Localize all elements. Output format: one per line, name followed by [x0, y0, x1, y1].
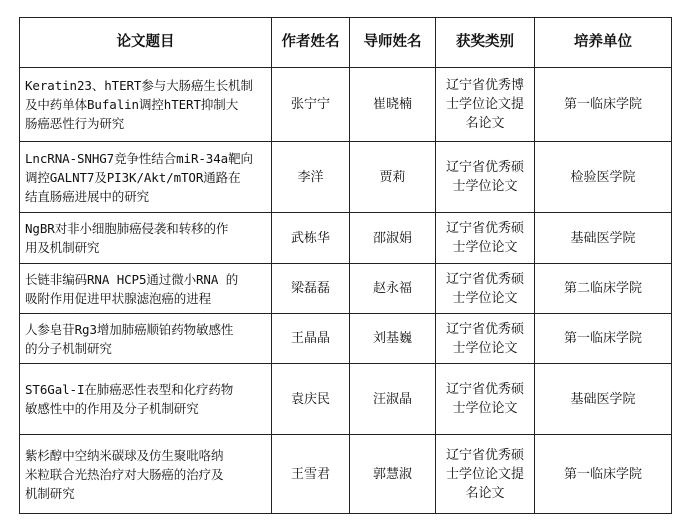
thesis-title-line: 及中药单体Bufalin调控hTERT抑制大	[25, 97, 239, 112]
author-cell: 王雪君	[272, 435, 350, 514]
award-line: 士学位论文	[452, 340, 518, 356]
thesis-title-line: ST6Gal-I在肺癌恶性表型和化疗药物	[25, 382, 234, 397]
advisor-cell: 刘基巍	[350, 314, 436, 364]
author-cell: 王晶晶	[272, 314, 350, 364]
thesis-title-line: NgBR对非小细胞肺癌侵袭和转移的作	[25, 221, 229, 236]
thesis-title-cell	[20, 364, 272, 435]
unit-cell: 基础医学院	[535, 364, 672, 435]
thesis-title-line: 吸附作用促进甲状腺滤泡癌的进程	[25, 290, 212, 306]
award-line: 士学位论文	[452, 179, 518, 194]
award-line: 士学位论文	[452, 240, 518, 255]
thesis-title-line: 用及机制研究	[25, 240, 100, 255]
award-line: 辽宁省优秀硕	[445, 382, 524, 397]
header-advisor: 导师姓名	[350, 18, 436, 68]
author-cell: 张宁宁	[272, 68, 350, 142]
thesis-title-cell	[20, 264, 272, 314]
award-line: 辽宁省优秀硕	[445, 271, 524, 287]
thesis-title-line: 人参皂苷Rg3增加肺癌顺铂药物敏感性	[25, 321, 234, 337]
thesis-title-line: 结直肠癌进展中的研究	[25, 188, 150, 204]
award-line: 士学位论文提	[445, 466, 524, 482]
header-title: 论文题目	[20, 18, 272, 68]
author-cell: 李洋	[272, 142, 350, 213]
thesis-title-line: 敏感性中的作用及分子机制研究	[25, 401, 199, 416]
thesis-title-cell	[20, 68, 272, 142]
award-line: 辽宁省优秀硕	[445, 447, 524, 463]
award-cell	[436, 213, 535, 264]
advisor-cell: 邵淑娟	[350, 213, 436, 264]
unit-cell: 第一临床学院	[535, 435, 672, 514]
table-row	[20, 68, 672, 142]
thesis-title-line: Keratin23、hTERT参与大肠癌生长机制	[25, 78, 253, 93]
table-row	[20, 264, 672, 314]
table-row	[20, 213, 672, 264]
award-line: 士学位论文	[452, 401, 518, 416]
author-cell: 袁庆民	[272, 364, 350, 435]
header-author: 作者姓名	[272, 18, 350, 68]
awards-table	[19, 17, 672, 514]
unit-cell: 第一临床学院	[535, 68, 672, 142]
award-line: 名论文	[465, 485, 505, 501]
thesis-title-line: 机制研究	[25, 485, 75, 501]
header-unit: 培养单位	[535, 18, 672, 68]
table-header-row	[20, 18, 672, 68]
thesis-title-cell	[20, 142, 272, 213]
thesis-title-line: 的分子机制研究	[25, 340, 112, 356]
advisor-cell: 贾莉	[350, 142, 436, 213]
unit-cell: 基础医学院	[535, 213, 672, 264]
award-cell	[436, 68, 535, 142]
thesis-title-line: 调控GALNT7及PI3K/Akt/mTOR通路在	[25, 169, 241, 185]
thesis-title-cell	[20, 314, 272, 364]
table-row	[20, 435, 672, 514]
award-cell	[436, 264, 535, 314]
table-body	[20, 68, 672, 514]
unit-cell: 检验医学院	[535, 142, 672, 213]
award-line: 士学位论文	[452, 290, 518, 306]
thesis-title-cell	[20, 435, 272, 514]
thesis-title-line: 紫杉醇中空纳米碳球及仿生聚吡咯纳	[25, 447, 224, 463]
table-row	[20, 314, 672, 364]
advisor-cell: 赵永福	[350, 264, 436, 314]
award-cell	[436, 314, 535, 364]
advisor-cell: 汪淑晶	[350, 364, 436, 435]
award-line: 辽宁省优秀硕	[445, 221, 524, 236]
thesis-title-cell	[20, 213, 272, 264]
thesis-title-line: LncRNA-SNHG7竞争性结合miR-34a靶向	[25, 150, 253, 166]
header-award: 获奖类别	[436, 18, 535, 68]
advisor-cell: 崔晓楠	[350, 68, 436, 142]
author-cell: 梁磊磊	[272, 264, 350, 314]
award-line: 名论文	[465, 116, 505, 131]
award-line: 士学位论文提	[445, 97, 524, 112]
thesis-title-line: 肠癌恶性行为研究	[25, 116, 125, 131]
author-cell: 武栋华	[272, 213, 350, 264]
unit-cell: 第一临床学院	[535, 314, 672, 364]
thesis-title-line: 长链非编码RNA HCP5通过微小RNA 的	[25, 271, 239, 287]
award-cell	[436, 364, 535, 435]
advisor-cell: 郭慧淑	[350, 435, 436, 514]
unit-cell: 第二临床学院	[535, 264, 672, 314]
thesis-title-line: 米粒联合光热治疗对大肠癌的治疗及	[25, 466, 224, 482]
award-cell	[436, 142, 535, 213]
award-line: 辽宁省优秀硕	[445, 160, 524, 175]
award-line: 辽宁省优秀博	[445, 78, 524, 93]
table-row	[20, 364, 672, 435]
award-cell	[436, 435, 535, 514]
award-line: 辽宁省优秀硕	[445, 321, 524, 337]
table-row	[20, 142, 672, 213]
